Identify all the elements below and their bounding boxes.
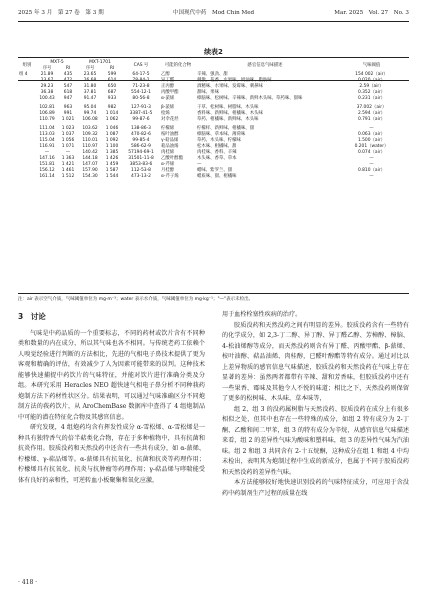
table-row	[18, 123, 409, 132]
table-cell-r2: 650	[107, 84, 117, 89]
table-cell-thr: 2.59（air）	[359, 84, 384, 89]
table-cell-n: 102.81	[39, 105, 55, 110]
table-cell-cas: 127-91-3	[131, 105, 151, 110]
table-cell-r1: 1 363	[61, 156, 75, 161]
header-journal: 中国现代中药 Mod Chin Med	[172, 10, 255, 16]
table-cell-r2: 1 062	[105, 117, 119, 122]
table-cell-desc: 蜡质味、甜、柑橘味	[197, 174, 237, 179]
table-cell-n2: 110.01	[82, 138, 98, 143]
table-cell-n2: 91.47	[83, 96, 97, 101]
table-cell-n: 113.03	[39, 132, 55, 137]
table-cell-r1: 1 021	[61, 117, 75, 122]
table-cell-g	[18, 102, 36, 111]
table-cell-cpd: 异丁醛	[161, 78, 175, 83]
table-cell-r2: 933	[107, 96, 117, 101]
table-cell-desc: 草药、木头味、柠檬味	[197, 138, 241, 143]
table-cell-cpd: 对伞花烃	[161, 117, 179, 122]
table-cell-thr: 0.791（air）	[357, 117, 386, 122]
right-column	[222, 310, 409, 499]
table-cell-cas: 71-23-8	[132, 84, 150, 89]
table-cell-cpd: 桧烯	[161, 111, 170, 116]
table-cell-r1: 1 023	[61, 126, 75, 131]
th-compound: 可能的化合物	[164, 63, 192, 68]
table-cell-thr: —	[369, 156, 374, 161]
table-cell-thr: 0.201（water）	[354, 144, 389, 149]
table-row	[18, 174, 409, 180]
table-body	[18, 72, 409, 180]
table-cell-cpd: 乙酸叶醇酯	[161, 156, 183, 161]
table-cell-desc: 甜味、果味	[197, 90, 219, 95]
table-cell-thr: 0.810（air）	[357, 168, 386, 173]
table-cell-n: 29.23	[40, 84, 54, 89]
th-no-1: 序号	[42, 66, 52, 71]
header-rule	[18, 21, 409, 22]
table-cell-thr: 37.002（air）	[356, 105, 387, 110]
table-cell-cas: 3387-41-5	[129, 111, 153, 116]
table-cell-r2: 687	[107, 90, 117, 95]
table-cell-r1: 1 037	[61, 132, 75, 137]
table-cell-n: 21.89	[40, 72, 54, 77]
table-cell-n: —	[44, 150, 50, 155]
table-cell-r1: —	[65, 150, 71, 155]
table-cell-r1: 435	[63, 72, 73, 77]
table-cell-desc: 木头味、香草、草本	[197, 156, 237, 161]
table-cell-cpd: α-芹烯	[161, 162, 175, 167]
table-cell-cpd: 正丙醇	[161, 84, 175, 89]
running-header	[18, 6, 409, 20]
table-cell-r2: 1 100	[105, 144, 119, 149]
th-cas: CAS 号	[133, 63, 149, 68]
table-cell-desc: 蜡味、紫罗兰、甜	[197, 168, 233, 173]
table-cell-n2: 99.74	[83, 111, 97, 116]
paragraph: 研究发现，4 组炮药均含有挥发性成分 α-雪松烯、α-雪松烯是一种具有独特香气的倍半萜类化合物，存在于多种植物中，具有抗菌和抗炎作用。胶质没药和天然没药中还含有一些共有成分，如 α-蒎烯、柠檬烯、γ-萜品烯等。α-蒎烯具有抗氧化、抗菌和抗炎等药理作用；柠檬烯具有抗氧化、抗炎与抗肿瘤等药理作用；γ-萜品烯与哮喘能受体有良好的亲和性，可逆转血小板聚集和氧化应激，	[18, 424, 205, 484]
table-note: 注：air 表示空气介质，气味阈值单位为 mg·m⁻³；water 表示水介质，气味阈值单位为 mg·kg⁻¹；"—"表示未检出。	[18, 297, 254, 302]
th-mxt1701: MXT-1701	[89, 60, 111, 65]
table-cell-desc: 香料味、新鲜味、柑橘味、木头味	[197, 111, 263, 116]
table-cell-desc: 干草、松树味、树脂味、木头味	[197, 105, 259, 110]
table-cell-n: 106.89	[39, 111, 55, 116]
compound-table	[18, 60, 409, 180]
table-cell-r2: 614	[107, 78, 117, 83]
table-cell-cas: 3853-83-6	[129, 162, 153, 167]
th-threshold: 气味阈值	[362, 63, 381, 68]
table-cell-thr: —	[369, 174, 374, 179]
table-cell-thr: 154 002（air）	[355, 72, 388, 77]
table-cell-n2: 140.42	[82, 150, 98, 155]
table-cell-n2: 110.97	[82, 144, 98, 149]
table-cell-g	[18, 174, 36, 180]
table-cell-r1: 472	[63, 78, 73, 83]
table-cell-n: 100.43	[39, 96, 55, 101]
header-issue: 2025 年 3 月 第 27 卷 第 3 期	[18, 10, 104, 16]
page-number: · 418 ·	[18, 579, 38, 586]
table-cell-n2: 106.08	[82, 117, 98, 122]
table-cell-r2: 982	[107, 105, 117, 110]
table-cell-n: 147.16	[39, 156, 55, 161]
table-cell-n2: 154.30	[82, 174, 98, 179]
table-cell-cas: 586-62-9	[131, 144, 151, 149]
table-cell-n2: 109.32	[82, 132, 98, 137]
table-cell-desc: 草药、柑橘味、新鲜味、木头味	[197, 117, 259, 122]
table-cell-desc: 刺激、花香、水果味、奶油味、脂肪味	[197, 78, 272, 83]
table-cell-cas: 99-85-4	[132, 138, 150, 143]
table-cell-cas: 473-13-2	[131, 174, 151, 179]
table-cell-n: 161.14	[39, 174, 55, 179]
paragraph-continued: 用于血栓栓塞性疾病的治疗。	[222, 311, 302, 318]
table-cell-desc: 酒精味、水果味、发霉味、刺鼻味	[197, 84, 263, 89]
table-cell-desc: 柠檬样、新鲜味、柑橘味、甜	[197, 126, 255, 131]
table-cell-r2: 1 014	[105, 111, 119, 116]
table-cell-cpd: γ-萜品烯	[161, 138, 179, 143]
table-cell-n2: 31.80	[83, 84, 97, 89]
table-cell-cpd: β-蒎烯	[161, 105, 175, 110]
header-date: Mar. 2025 Vol. 27 No. 3	[334, 10, 409, 16]
table-cell-cas: 31501-11-8	[128, 156, 154, 161]
th-odor: 感官信息气味描述	[247, 63, 283, 68]
table-cell-r1: 618	[63, 90, 73, 95]
table-cell-n: 156.12	[39, 168, 55, 173]
table-cell-n: 110.79	[39, 117, 55, 122]
table-cell-r1: 963	[63, 105, 73, 110]
table-row	[18, 102, 409, 111]
table-cell-cas: 64-17-5	[132, 72, 150, 77]
table-cell-n: 116.91	[39, 144, 55, 149]
table-cell-cas: 80-56-8	[132, 96, 150, 101]
table-cell-cas: 99-87-6	[132, 117, 150, 122]
th-ri-2: RI	[109, 66, 115, 71]
table-cell-thr: 0.063（air）	[357, 132, 386, 137]
table-cell-n2: 157.90	[82, 168, 98, 173]
table-cell-r2: 1 385	[105, 150, 119, 155]
table-cell-r1: 547	[63, 84, 73, 89]
table-cell-cas: 138-86-3	[131, 126, 151, 131]
table-cell-n: 151.81	[39, 162, 55, 167]
th-group: 组别	[22, 63, 32, 68]
table-cell-n: 36.38	[40, 90, 54, 95]
table-cell-desc: —	[197, 162, 202, 167]
table-cell-cas: 112-53-8	[131, 168, 151, 173]
table-cell-n2: 26.68	[83, 78, 97, 83]
table-cell-thr: —	[369, 126, 374, 131]
left-column	[18, 310, 205, 486]
paragraph: 气味是中药品质的一个重要标志，不同的药材或饮片含有不同种类和数量的内在成分，所以其气味也各不相同。与传统老药工依赖个人嗅觉经验进行判断的方法相比，先进的气相电子鼻技术提供了更为客观和精确的评估，有效减少了人为因素可能带来的误判。这种技术能够快速捕捉中药饮片的气味特征，并能对饮片进行准确分类及分组。本研究采用 Heracles NEO 超快速气相电子鼻分析不同种莪药炮制方法下药材性状区分。结果表明，可以通过气味准确区分不同炮制方法的莪药饮片，从 AroChemBase 数据库中查得了 4 组炮制品中可能的潜在特征化合物及其感官信息。	[18, 329, 205, 421]
table-cell-r2: 1 459	[105, 162, 119, 167]
table-cell-r1: 991	[63, 111, 73, 116]
table-cell-n2: 144.18	[82, 156, 98, 161]
table-cell-cpd: 桉叶油醇	[161, 132, 179, 137]
table-cell-thr: —	[369, 162, 374, 167]
table-cell-thr: 0.074（air）	[357, 150, 386, 155]
table-cell-desc: 樟脑味、松树味、辛辣味、新鲜木头味、草药味、甜味	[197, 96, 303, 101]
table-cell-cpd: 丙酸甲酯	[161, 90, 179, 95]
th-mxt5: MXT-5	[50, 60, 64, 65]
table-cell-desc: 松木味、柑橘味、甜	[197, 144, 237, 149]
table-bottom-rule	[18, 293, 409, 294]
table-cell-n2: 95.04	[83, 105, 97, 110]
table-cell-n2: 37.81	[83, 90, 97, 95]
table-cell-cpd: 肉桂烯	[161, 150, 175, 155]
table-cell-thr: 0.352（air）	[357, 90, 386, 95]
table-cell-thr: 0.020（air）	[357, 78, 386, 83]
table-cell-r1: 1 461	[61, 168, 75, 173]
table-cell-r2: 1 426	[105, 156, 119, 161]
table-cell-g	[18, 123, 36, 132]
table-cell-thr: 0.231（air）	[357, 96, 386, 101]
table-cell-n: 115.04	[39, 138, 55, 143]
table-top-rule	[18, 57, 409, 58]
table-cell-g: 组 4	[19, 72, 28, 77]
table-cell-cpd: 萜品油烯	[161, 144, 179, 149]
table-cell-r1: 1 056	[61, 138, 75, 143]
table-cell-cpd: 乙醇	[161, 72, 170, 77]
table-cell-cpd: 柠檬烯	[161, 126, 175, 131]
table-cell-n2: 147.07	[82, 162, 98, 167]
table-cell-cas: 470-82-6	[131, 132, 151, 137]
table-cell-r1: 1 071	[61, 144, 75, 149]
table-cell-r1: 1 512	[61, 174, 75, 179]
paragraph: 本方法能够较好地快速识别没药的气味特征成分，可应用于含没药中药制剂生产过程的质量在线	[222, 479, 409, 497]
table-cell-r2: 1 544	[105, 174, 119, 179]
table-cell-thr: 2.594（air）	[357, 111, 386, 116]
table-cell-n: 111.04	[39, 126, 55, 131]
table-cell-n2: 23.65	[83, 72, 97, 77]
table-cell-cas: 554-12-1	[131, 90, 151, 95]
table-cell-cas: 78-84-2	[132, 78, 150, 83]
table-cell-r2: 1 046	[105, 126, 119, 131]
table-cell-cpd: α-蒎烯	[161, 96, 175, 101]
table-cell-r1: 1 421	[61, 162, 75, 167]
table-cell-desc: 辛辣、强劲、甜	[197, 72, 228, 77]
table-cell-r2: 1 092	[105, 138, 119, 143]
table-cell-r2: 1 587	[105, 168, 119, 173]
table-cell-r2: 1 087	[105, 132, 119, 137]
table-cell-cpd: 月桂醇	[161, 168, 175, 173]
table-cell-desc: 肉桂味、香料、辛辣	[197, 150, 237, 155]
th-ri-1: RI	[65, 66, 71, 71]
table-cell-r2: 599	[107, 72, 117, 77]
table-cell-n: 23.67	[40, 78, 54, 83]
paragraph: 组 2、组 3 的没药属树脂与天然没药、胶质没药在成分上有很多相似之处，但其中也存在一些特殊的成分，如组 2 特有成分为 2-丁酮、乙酸和间二甲苯，组 3 的特有成分为辛烷，从感官信息气味描述来看，组 2 的差异性气味为酸味和塑料味，组 3 的差异性气味为汽油味。组 2 和组 3 共同含有 2-十五烷酮，这种成分在组 1 和组 4 中均未检出，表明其为炮制过程中生成的新成分，也属于不同于胶质没药和天然没药的差异性气味。	[222, 405, 409, 476]
table-cell-thr: 1.500（air）	[357, 138, 386, 143]
table-cell-desc: 樟脑味、草本味、薄荷味	[197, 132, 246, 137]
table-cell-r1: 947	[63, 96, 73, 101]
table-cell-n2: 103.62	[82, 126, 98, 131]
th-no-2: 序号	[85, 66, 95, 71]
table-cell-cas: 57194-69-1	[128, 150, 154, 155]
paragraph: 胶质没药和天然没药之间有明显的差异。胶质没药含有一些特有的化学成分，如 2,3-丁二醇、异丁醇、异丁醛乙醇、芳樟醇、樟脑、4-松油烯醇等成分，而天然没药则含有异丁醛、丙酸甲酯、β-蒎烯、桉叶油醇、萜品油烯、肉桂醇，已醛叶醇酯等特有成分。通过对比以上差异物质的感官信息气味描述，胶质没药和天然没药在气味上存在显著的差异：虽然两者都带有辛辣、甜和芳香味，但胶质没药中还有一些果香、霉味及其他令人不悦的味道；相比之下，天然没药则保留了更多的松树味、木头味、草本味等，	[222, 321, 409, 402]
section-heading: 3 讨论	[18, 312, 46, 321]
table-cell-cpd: α-芹子烯	[161, 174, 179, 179]
table-caption: 续表2	[204, 48, 223, 56]
